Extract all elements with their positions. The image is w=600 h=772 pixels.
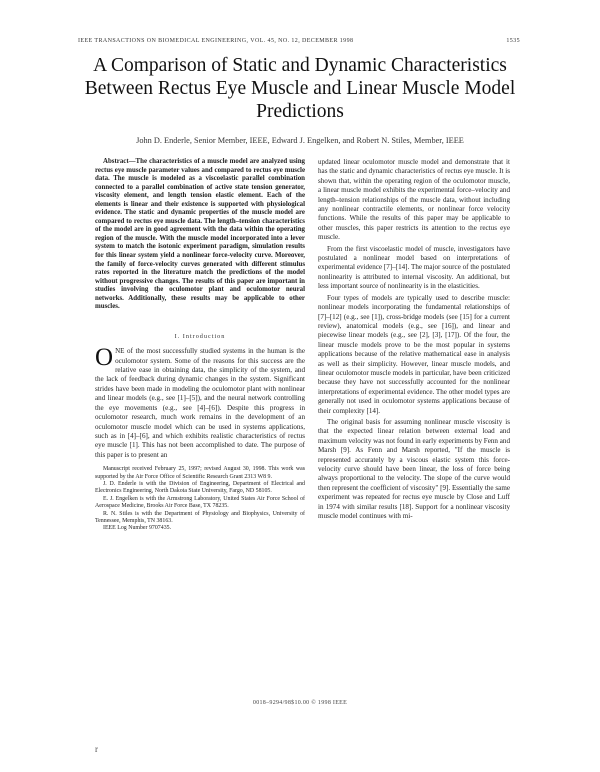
paper-title: A Comparison of Static and Dynamic Characteristics Between Rectus Eye Muscle and Linear Muscle Model Predictions <box>84 55 516 122</box>
margin-mark: r <box>95 744 98 754</box>
footnote: J. D. Enderle is with the Division of Engineering, Department of Electrical and Electronics Engineering, North Dakota State University, Fargo, ND 58105. <box>95 480 305 495</box>
body-paragraph: updated linear oculomotor muscle model and demonstrate that it has the static and dynamic characteristics of rectus eye muscle. It is shown that, within the operating region of the oculomotor muscle, a linear muscle model exhibits the experimental force–velocity and length–tension relationships of the muscle data, without including any nonlinear contractile elements, or nonlinear force velocity functions. While the results of this paper may be applicable to other muscles, this paper restricts its attention to the rectus eye muscle. <box>318 158 510 242</box>
journal-name: IEEE TRANSACTIONS ON BIOMEDICAL ENGINEERING, VOL. 45, NO. 12, DECEMBER 1998 <box>78 38 354 44</box>
footnotes <box>95 466 305 533</box>
body-paragraph: The original basis for assuming nonlinear muscle viscosity is that the expected linear relation between external load and maximum velocity was not found in early experiments by Fenn and Marsh [9]. As Fenn and Marsh reported, "If the muscle is represented accurately by a viscous elastic system this force-velocity curve should have been linear, the loss of force being always proportional to the velocity. The slope of the curve would then represent the coefficient of viscosity" [9]. Essentially the same experiment was repeated for rectus eye muscle by Close and Luff in 1974 with similar results [18]. Support for a nonlinear viscosity muscle model continues with mi- <box>318 417 510 521</box>
footnote: IEEE Log Number 9707435. <box>103 525 172 532</box>
running-header <box>78 38 520 44</box>
abstract: Abstract—The characteristics of a muscle model are analyzed using rectus eye muscle parameter values and compared to rectus eye muscle data. The muscle is modeled as a viscoelastic parallel combination connected to a parallel combination of active state tension generator, viscosity element, and length tension elastic element. Each of the elements is linear and their existence is supported with physiological evidence. The static and dynamic properties of the muscle model are compared to rectus eye muscle data. The length–tension characteristics of the model are in good agreement with the data within the operating region of the muscle. With the muscle model incorporated into a lever system to match the isotonic experiment paradigm, simulation results for this linear system yield a nonlinear force-velocity curve. Moreover, the family of force-velocity curves generated with different stimulus rates reported in the literature match the predictions of the model without progressive changes. The results of this paper are important in studies involving the oculomotor plant and oculomotor neural networks. Additionally, these results may be applicable to other muscles. <box>95 158 305 311</box>
author-line: John D. Enderle, Senior Member, IEEE, Edward J. Engelken, and Robert N. Stiles, Member, IEEE <box>136 136 464 145</box>
left-column <box>95 158 305 533</box>
introduction-text <box>95 344 305 460</box>
body-paragraph: From the first viscoelastic model of muscle, investigators have postulated a nonlinear model based on interpretations of experimental evidence [7]–[14]. The major source of the postulated nonlinearity is attributed to internal viscosity. An additional, but less important source of nonlinearity is in the elasticities. <box>318 244 510 291</box>
footnote: R. N. Stiles is with the Department of Physiology and Biophysics, University of Tennessee, Memphis, TN 38163. <box>95 510 305 524</box>
footnote: E. J. Engelken is with the Armstrong Laboratory, United States Air Force School of Aerospace Medicine, Brooks Air Force Base, TX 78235. <box>95 495 305 510</box>
intro-paragraph: NE of the most successfully studied systems in the human is the oculomotor system. Some of the reasons for this success are the relative ease in obtaining data, the simplicity of the system, and the lack of feedback during dynamic changes in the system. Significant strides have been made in modeling the oculomotor plant with nonlinear and linear models (e.g., see [1]–[5]), and the neural network controlling the eye movements (e.g., see [4]–[6]). Despite this progress in oculomotor research, much work remains in the development of an oculomotor muscle model which can be used in systems applications, such as in [4]–[6], and which exhibits realistic characteristics of rectus eye muscle [1]. This has not been accomplished to date. The purpose of this paper is to present an <box>95 347 305 459</box>
page-number: 1535 <box>506 38 520 44</box>
drop-cap: O <box>95 344 114 372</box>
body-paragraph: Four types of models are typically used to describe muscle: nonlinear models incorporating the fundamental relationships of [7]–[12] (e.g., see [1]), cross-bridge models (see [15] for a current review), anatomical models (e.g., see [16]), and linear and piecewise linear models (e.g., see [2], [3], [17]). Of the four, the linear muscle models prove to be the most popular in systems applications because of the relative mathematical ease in analysis as well as their simplicity. However, linear muscle models, and linear oculomotor muscle models in particular, have been criticized because they have not successfully accounted for the nonlinear interpretations of experimental evidence. The other model types are generally not used in oculomotor systems applications because of their complexity [14]. <box>318 293 510 415</box>
footnote: Manuscript received February 25, 1997; revised August 30, 1998. This work was supported by the Air Force Office of Scientific Research Grant 2313 W8 9. <box>95 466 305 480</box>
right-column <box>318 158 510 521</box>
copyright-line: 0018–9294/98$10.00 © 1998 IEEE <box>252 700 348 706</box>
section-heading-introduction: I. Introduction <box>174 332 226 340</box>
